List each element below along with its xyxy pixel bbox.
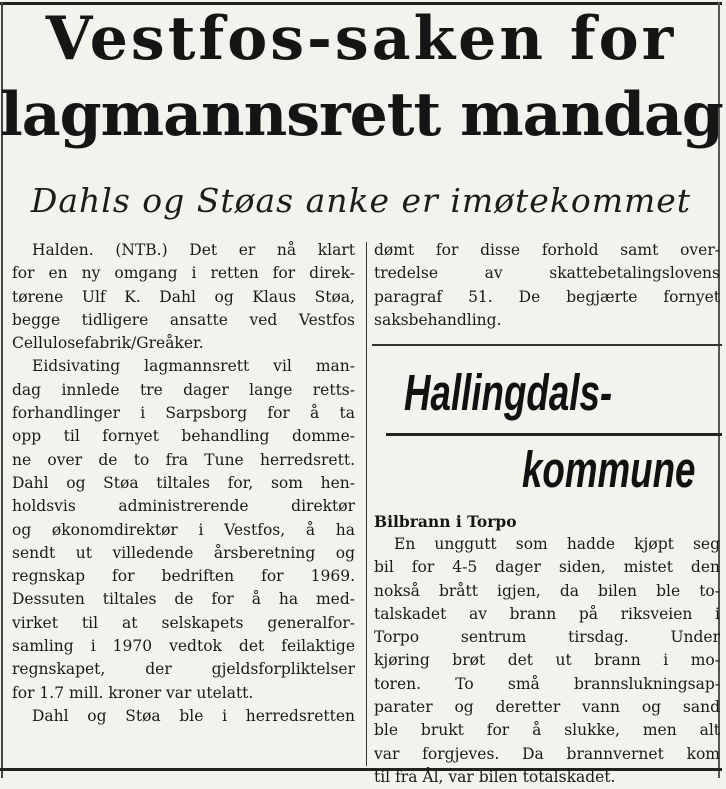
column-divider	[366, 242, 367, 766]
second-headline-line-2: kommune	[522, 441, 696, 498]
subheadline-deck: Dahls og Støas anke er imøtekommet	[30, 181, 692, 220]
article-line: dag innlede tre dager lange retts-	[12, 380, 355, 399]
article-line: Dahl og Støa tiltales for, som hen-	[12, 473, 355, 492]
headline-line-1: Vestfos-saken for	[45, 4, 677, 74]
article-line: regnskapet, der gjeldsforpliktelser	[12, 660, 355, 679]
article-line: for en ny omgang i retten for direk-	[12, 264, 355, 283]
article-line: holdsvis administrerende direktør	[12, 497, 355, 516]
brief-line: nokså brått igjen, da bilen ble to-	[374, 581, 720, 600]
brief-line: En unggutt som hadde kjøpt seg	[394, 535, 720, 553]
brief-line: Torpo sentrum tirsdag. Under	[374, 628, 720, 647]
brief-line: toren. To små brannslukningsap-	[374, 674, 720, 693]
article-line: regnskap for bedriften for 1969.	[12, 567, 355, 586]
section-separator	[372, 344, 722, 346]
brief-line: bil for 4-5 dager siden, mistet den	[374, 558, 720, 577]
article-line: paragraf 51. De begjærte fornyet	[374, 287, 720, 306]
article-line: sendt ut villedende årsberetning og	[12, 543, 355, 562]
article-line: Halden. (NTB.) Det er nå klart	[32, 241, 355, 259]
article-right-column	[374, 239, 720, 332]
article-line: samling i 1970 vedtok det feilaktige	[12, 637, 355, 656]
brief-body	[374, 533, 720, 789]
brief-line: var forgjeves. Da brannvernet kom	[374, 744, 720, 763]
article-line: Dessuten tiltales de for å ha med-	[12, 590, 355, 609]
article-line: forhandlinger i Sarpsborg for å ta	[12, 404, 355, 423]
article-line: opp til fornyet behandling domme-	[12, 427, 355, 446]
second-headline-rule	[386, 433, 722, 436]
article-line: ne over de to fra Tune herredsrett.	[12, 450, 355, 469]
article-line: Eidsivating lagmannsrett vil man-	[32, 357, 355, 376]
brief-line: til fra Ål, var bilen totalskadet.	[374, 767, 616, 786]
brief-line: ble brukt for å slukke, men alt	[374, 721, 720, 740]
brief-line: parater og deretter vann og sand	[374, 698, 720, 717]
article-left-column	[12, 239, 355, 728]
article-line: Cellulosefabrik/Greåker.	[12, 334, 204, 353]
second-headline-line-1: Hallingdals-	[404, 364, 613, 421]
article-line: Dahl og Støa ble i herredsretten	[32, 706, 355, 725]
brief-title: Bilbrann i Torpo	[374, 512, 517, 531]
article-line: saksbehandling.	[374, 310, 502, 329]
article-line: tredelse av skattebetalingslovens	[374, 264, 720, 283]
article-line: begge tidligere ansatte ved Vestfos	[12, 310, 355, 329]
headline-line-2: lagmannsrett mandag	[0, 80, 723, 150]
article-line: tørene Ulf K. Dahl og Klaus Støa,	[12, 287, 355, 306]
article-line: og økonomdirektør i Vestfos, å ha	[12, 520, 355, 539]
article-line: for 1.7 mill. kroner var utelatt.	[12, 683, 254, 702]
brief-line: talskadet av brann på riksveien i	[374, 604, 720, 623]
brief-line: kjøring brøt det ut brann i mo-	[374, 651, 720, 670]
article-line: virket til at selskapets generalfor-	[12, 613, 355, 632]
article-line: dømt for disse forhold samt over-	[374, 241, 720, 259]
